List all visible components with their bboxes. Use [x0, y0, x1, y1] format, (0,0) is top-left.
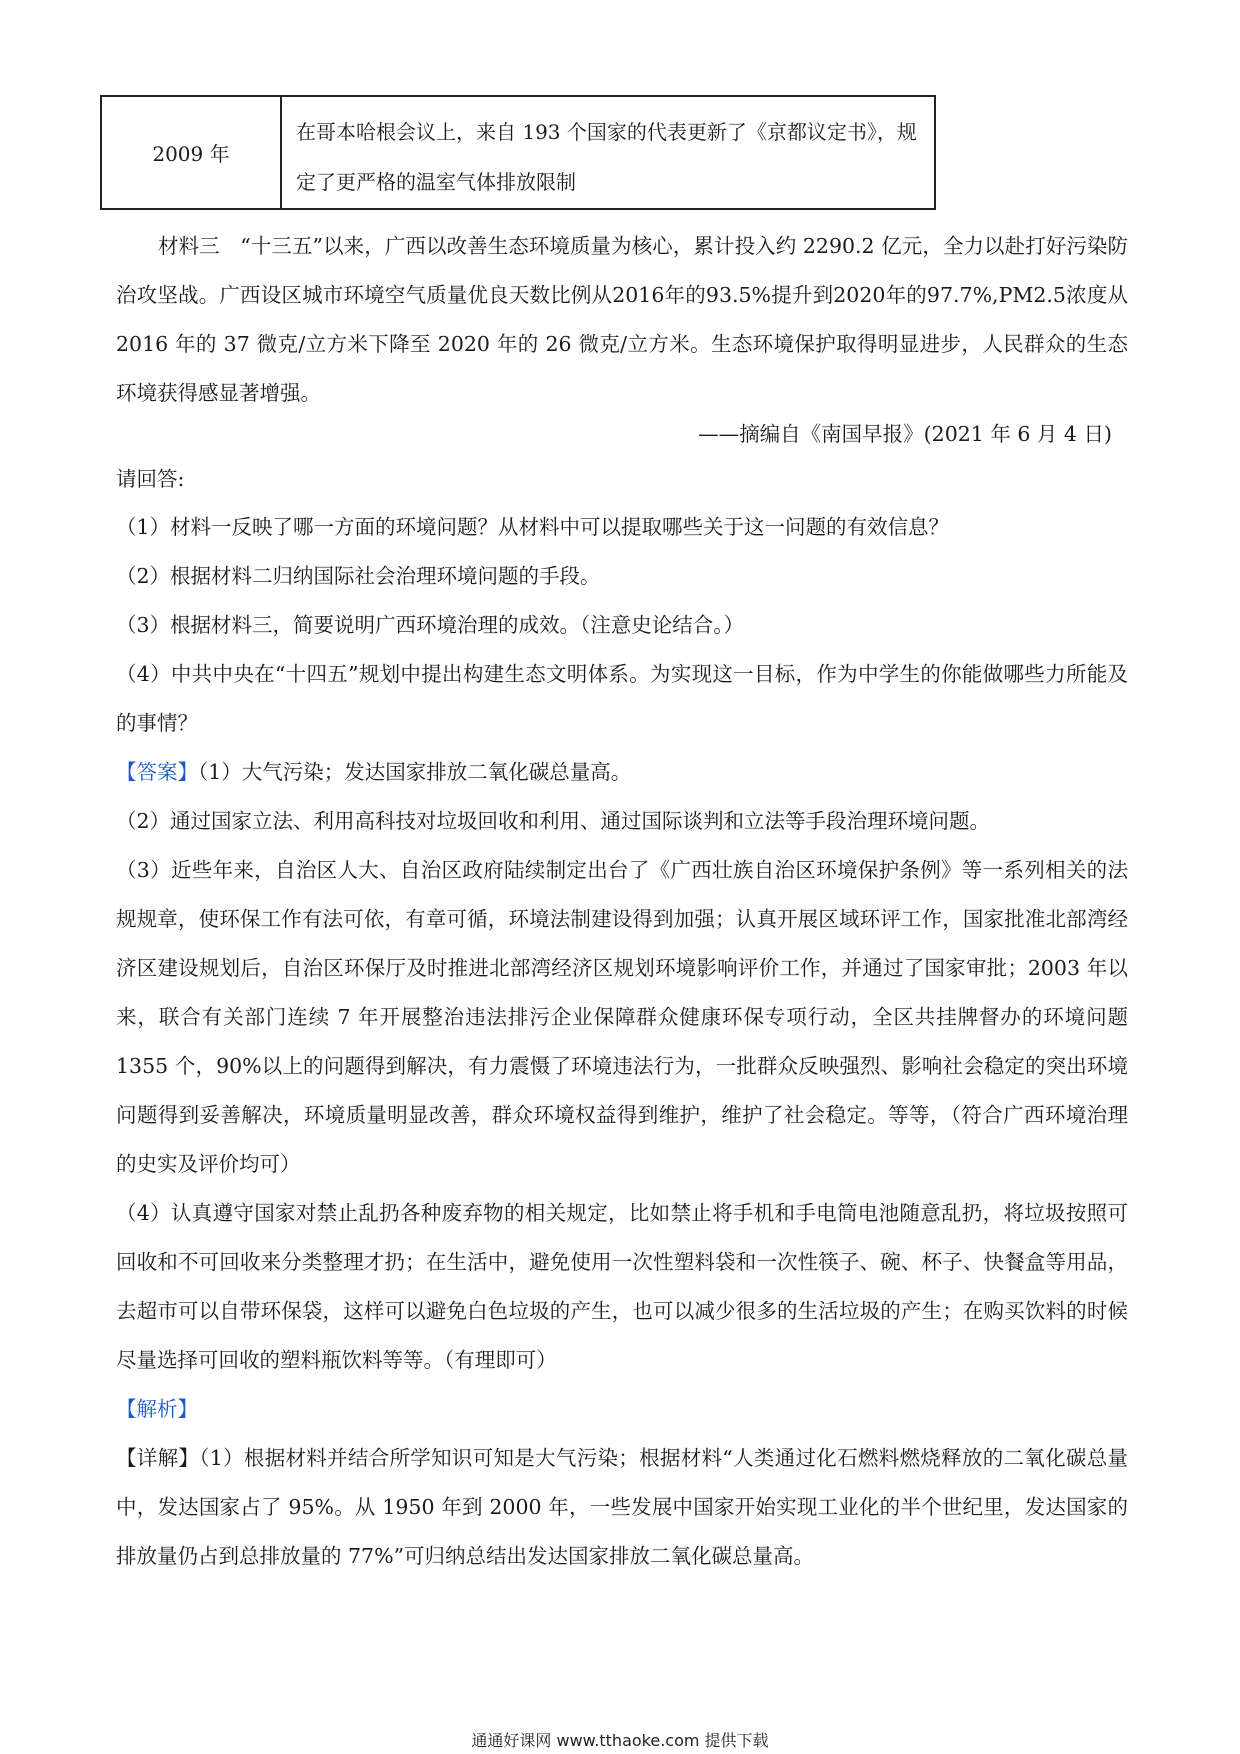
answer-4: （4）认真遵守国家对禁止乱扔各种废弃物的相关规定，比如禁止将手机和手电筒电池随意乱扔，将垃圾按照可回收和不可回收来分类整理才扔；在生活中，避免使用一次性塑料袋和一次性筷子、碗、杯子、快餐盒等用品，去超市可以自带环保袋，这样可以避免白色垃圾的产生，也可以减少很多的生活垃圾的产生；在购买饮料的时候尽量选择可回收的塑料瓶饮料等等。（有理即可）: [116, 1201, 1128, 1372]
history-table-row: [100, 95, 936, 210]
question-2: （2）根据材料二归纳国际社会治理环境问题的手段。: [116, 564, 601, 588]
material-three-source: ——摘编自《南国早报》(2021 年 6 月 4 日): [698, 422, 1112, 446]
answer-2: （2）通过国家立法、利用高科技对垃圾回收和利用、通过国际谈判和立法等手段治理环境问题。: [116, 809, 991, 833]
analysis-heading: [116, 1385, 1128, 1434]
detail-text: （1）根据材料并结合所学知识可知是大气污染；根据材料“人类通过化石燃料燃烧释放的二氧化碳总量中，发达国家占了 95%。从 1950 年到 2000 年，一些发展中国家开始实现工业化的半个世纪里，发达国家的排放量仍占到总排放量的 77%”可归纳总结出发达国家排放二氧化碳总量高。: [116, 1446, 1128, 1568]
table-event-cell: 在哥本哈根会议上，来自 193 个国家的代表更新了《京都议定书》，规定了更严格的温室气体排放限制: [296, 120, 917, 194]
question-1: （1）材料一反映了哪一方面的环境问题？从材料中可以提取哪些关于这一问题的有效信息？: [116, 515, 950, 539]
question-3: （3）根据材料三，简要说明广西环境治理的成效。（注意史论结合。）: [116, 613, 745, 637]
question-prompt: 请回答:: [116, 467, 185, 491]
detail-tag: 【详解】: [116, 1446, 200, 1470]
table-year-cell: 2009 年: [102, 97, 282, 208]
answer-3: （3）近些年来，自治区人大、自治区政府陆续制定出台了《广西壮族自治区环境保护条例》等一系列相关的法规规章，使环保工作有法可依，有章可循，环境法制建设得到加强；认真开展区域环评工作，国家批准北部湾经济区建设规划后，自治区环保厅及时推进北部湾经济区规划环境影响评价工作，并通过了国家审批；2003 年以来，联合有关部门连续 7 年开展整治违法排污企业保障群众健康环保专项行动，全区共挂牌督办的环境问题 1355 个，90%以上的问题得到解决，有力震慑了环境违法行为，一批群众反映强烈、影响社会稳定的突出环境问题得到妥善解决，环境质量明显改善，群众环境权益得到维护，维护了社会稳定。等等，（符合广西环境治理的史实及评价均可）: [116, 858, 1128, 1176]
page-footer: 通通好课网 www.tthaoke.com 提供下载: [471, 1731, 769, 1750]
question-4: （4）中共中央在“十四五”规划中提出构建生态文明体系。为实现这一目标，作为中学生的你能做哪些力所能及的事情？: [116, 662, 1128, 735]
analysis-tag: 【解析】: [116, 1397, 198, 1421]
answer-1-line: [116, 748, 1128, 797]
answer-tag: 【答案】: [116, 760, 198, 784]
material-three-text: 材料三 “十三五”以来，广西以改善生态环境质量为核心，累计投入约 2290.2 亿元，全力以赴打好污染防治攻坚战。广西设区城市环境空气质量优良天数比例从2016年的93.5%提升到2020年的97.7%,PM2.5浓度从 2016 年的 37 微克/立方米下降至 2020 年的 26 微克/立方米。生态环境保护取得明显进步，人民群众的生态环境获得感显著增强。: [116, 234, 1128, 405]
answer-1: （1）大气污染；发达国家排放二氧化碳总量高。: [198, 760, 632, 784]
detail-paragraph: [116, 1434, 1128, 1581]
